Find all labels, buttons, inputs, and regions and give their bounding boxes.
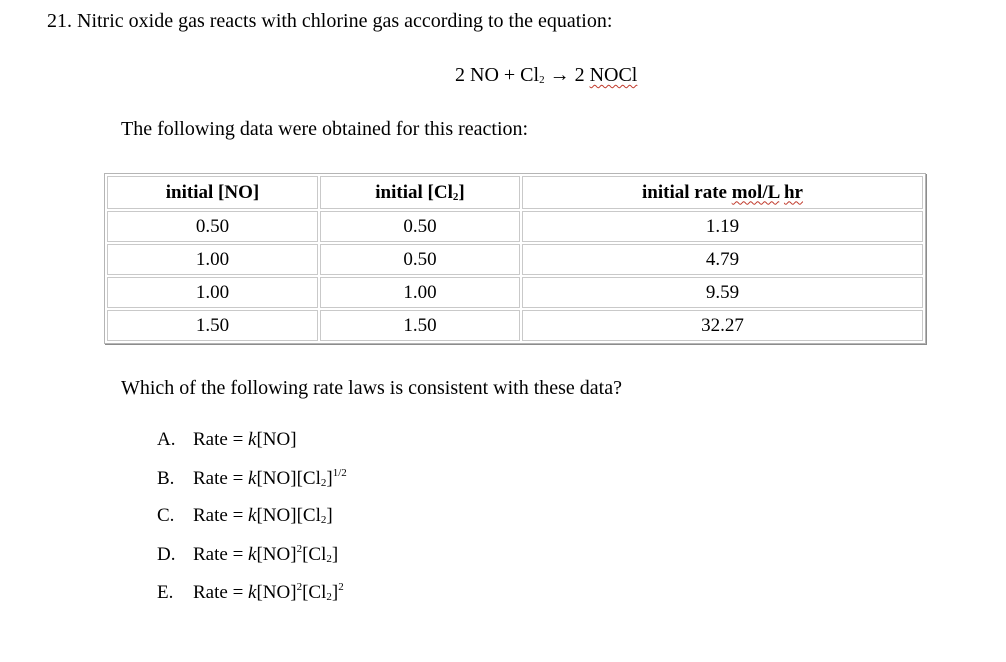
option-text: Rate = xyxy=(193,468,249,489)
cell-no: 1.50 xyxy=(107,310,318,341)
option-letter: B. xyxy=(157,468,175,489)
data-table xyxy=(104,173,926,344)
cell-rate: 1.19 xyxy=(522,211,923,242)
option-b xyxy=(157,467,347,490)
cell-cl2: 0.50 xyxy=(320,211,520,242)
option-a xyxy=(157,429,297,451)
table-row xyxy=(107,310,923,341)
cell-rate: 9.59 xyxy=(522,277,923,308)
option-expression: ] xyxy=(331,544,339,565)
table-row xyxy=(107,244,923,275)
cell-rate: 32.27 xyxy=(522,310,923,341)
option-expression: ] xyxy=(331,582,339,603)
reaction-equation xyxy=(455,64,637,87)
intro-text: The following data were obtained for this reaction: xyxy=(121,118,529,140)
rate-constant: k xyxy=(248,582,257,603)
option-expression: [Cl xyxy=(302,544,327,565)
header-rate-text: initial rate xyxy=(642,181,732,203)
exponent: 2 xyxy=(296,543,303,555)
header-initial-rate xyxy=(522,176,923,209)
option-expression: [Cl xyxy=(302,582,327,603)
equation-cl-subscript: 2 xyxy=(539,74,545,86)
option-expression: [NO][Cl xyxy=(256,468,321,489)
arrow-icon: → xyxy=(549,64,570,86)
option-letter: A. xyxy=(157,429,176,450)
option-text: Rate = xyxy=(193,429,249,450)
option-d xyxy=(157,543,338,566)
question-text: 21. Nitric oxide gas reacts with chlorine gas according to the equation: xyxy=(47,10,613,32)
rate-constant: k xyxy=(248,468,257,489)
table-header-row xyxy=(107,176,923,209)
subscript: 2 xyxy=(326,553,332,565)
option-expression: [NO] xyxy=(256,544,297,565)
equation-reactants: 2 NO + Cl xyxy=(455,64,540,86)
cell-cl2: 0.50 xyxy=(320,244,520,275)
cell-cl2: 1.50 xyxy=(320,310,520,341)
cell-no: 1.00 xyxy=(107,277,318,308)
option-letter: C. xyxy=(157,505,175,526)
cell-cl2: 1.00 xyxy=(320,277,520,308)
option-expression: [NO] xyxy=(256,582,297,603)
option-c xyxy=(157,505,333,527)
header-initial-no: initial [NO] xyxy=(107,176,318,209)
subscript: 2 xyxy=(320,477,327,489)
option-e xyxy=(157,581,344,604)
header-cl2-text: initial [Cl xyxy=(375,181,453,203)
header-initial-cl2 xyxy=(320,176,520,209)
rate-constant: k xyxy=(248,505,257,526)
header-cl2-subscript: 2 xyxy=(452,190,459,203)
header-rate-unit-hr: hr xyxy=(783,181,803,203)
exponent: 2 xyxy=(296,581,303,593)
rate-constant: k xyxy=(248,429,257,450)
option-text: Rate = xyxy=(193,582,249,603)
cell-no: 0.50 xyxy=(107,211,318,242)
header-cl2-close: ] xyxy=(458,181,465,203)
option-letter: D. xyxy=(157,544,176,565)
equation-product: NOCl xyxy=(589,64,638,86)
exponent: 1/2 xyxy=(332,467,347,479)
option-expression: ] xyxy=(326,505,333,526)
exponent: 2 xyxy=(338,581,344,593)
table-row xyxy=(107,211,923,242)
option-letter: E. xyxy=(157,582,174,603)
prompt-text: Which of the following rate laws is consistent with these data? xyxy=(121,377,622,399)
subscript: 2 xyxy=(320,514,327,526)
option-text: Rate = xyxy=(193,505,249,526)
equation-coefficient: 2 xyxy=(569,64,590,86)
option-expression: [NO][Cl xyxy=(256,505,321,526)
option-expression: ] xyxy=(326,468,333,489)
header-rate-unit-mol: mol/L xyxy=(731,181,780,203)
cell-no: 1.00 xyxy=(107,244,318,275)
cell-rate: 4.79 xyxy=(522,244,923,275)
subscript: 2 xyxy=(326,591,332,603)
table-row xyxy=(107,277,923,308)
option-text: Rate = xyxy=(193,544,249,565)
option-expression: [NO] xyxy=(256,429,297,450)
rate-constant: k xyxy=(248,544,257,565)
